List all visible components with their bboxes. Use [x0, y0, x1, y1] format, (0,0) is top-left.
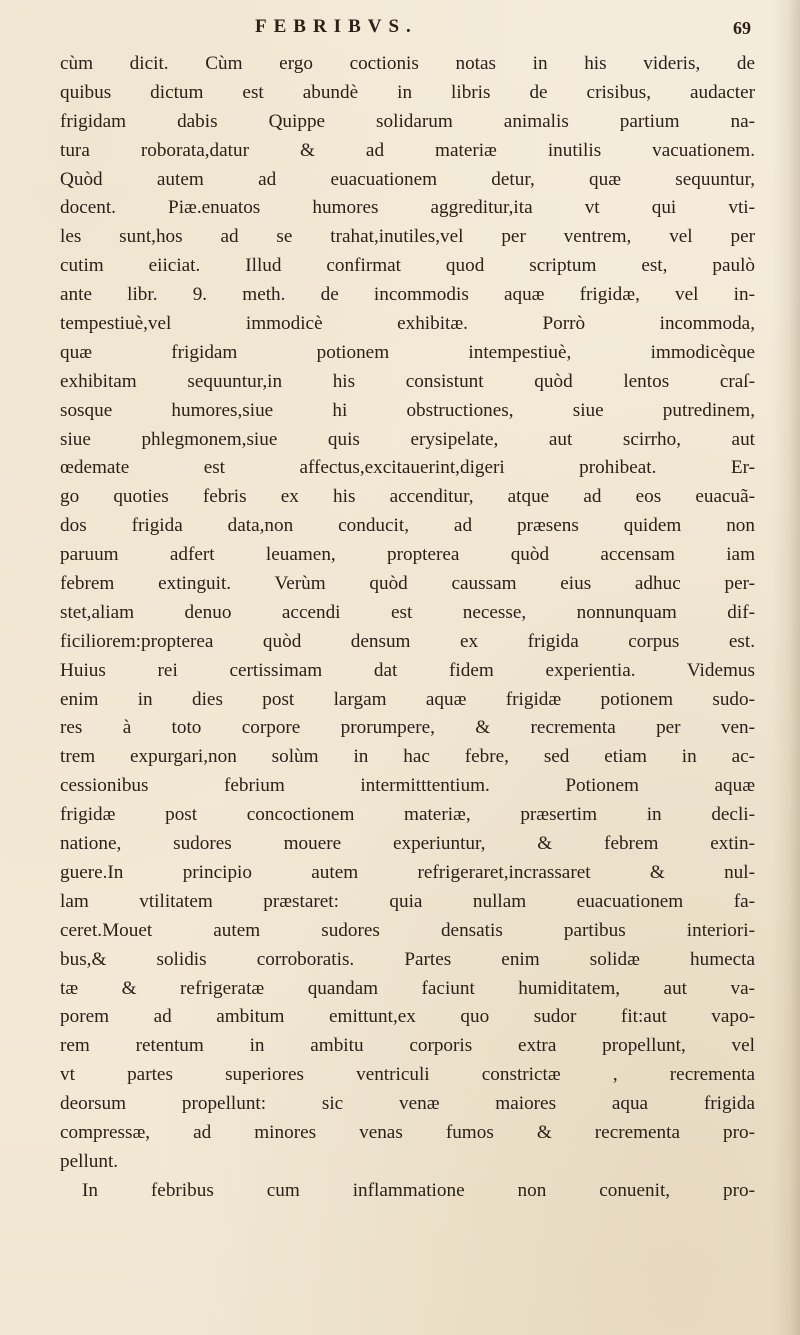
- text-line: dos frigida data,non conducit, ad præsens quidem non: [60, 515, 755, 537]
- text-line: les sunt,hos ad se trahat,inutiles,vel per ventrem, vel per: [60, 226, 755, 248]
- text-line: guere.In principio autem refrigeraret,incrassaret & nul-: [60, 861, 755, 883]
- text-line: res à toto corpore prorumpere, & recrementa per ven-: [60, 717, 755, 739]
- page-header: [0, 12, 800, 46]
- text-line: ficiliorem:propterea quòd densum ex frigida corpus est.: [60, 630, 755, 652]
- text-line: In febribus cum inflammatione non conuenit, pro-: [82, 1179, 755, 1201]
- text-line: stet,aliam denuo accendi est necesse, nonnunquam dif-: [60, 601, 755, 623]
- text-line: trem expurgari,non solùm in hac febre, sed etiam in ac-: [60, 746, 755, 768]
- text-line: docent. Piæ.enuatos humores aggreditur,ita vt qui vti-: [60, 197, 755, 219]
- text-line: cessionibus febrium intermitttentium. Potionem aquæ: [60, 775, 755, 797]
- text-line: quibus dictum est abundè in libris de crisibus, audacter: [60, 81, 755, 103]
- text-line: tæ & refrigeratæ quandam faciunt humiditatem, aut va-: [60, 977, 755, 999]
- text-line: vt partes superiores ventriculi constrictæ , recrementa: [60, 1064, 755, 1086]
- text-line: siue phlegmonem,siue quis erysipelate, aut scirrho, aut: [60, 428, 755, 450]
- text-line: œdemate est affectus,excitauerint,digeri prohibeat. Er-: [60, 457, 755, 479]
- text-line: paruum adfert leuamen, propterea quòd accensam iam: [60, 544, 755, 566]
- text-line: ceret.Mouet autem sudores densatis partibus interiori-: [60, 919, 755, 941]
- text-line: natione, sudores mouere experiuntur, & febrem extin-: [60, 833, 755, 855]
- text-line: cutim eiiciat. Illud confirmat quod scriptum est, paulò: [60, 255, 755, 277]
- text-line: febrem extinguit. Verùm quòd caussam eius adhuc per-: [60, 573, 755, 595]
- body-text: [60, 50, 755, 1206]
- running-head: FEBRIBVS.: [255, 16, 418, 37]
- text-line: bus,& solidis corroboratis. Partes enim solidæ humecta: [60, 948, 755, 970]
- text-line: sosque humores,siue hi obstructiones, siue putredinem,: [60, 399, 755, 421]
- page-number: 69: [733, 18, 751, 38]
- text-line: deorsum propellunt: sic venæ maiores aqua frigida: [60, 1093, 755, 1115]
- text-line: pellunt.: [60, 1150, 119, 1172]
- text-line: porem ad ambitum emittunt,ex quo sudor fit:aut vapo-: [60, 1006, 755, 1028]
- text-line: cùm dicit. Cùm ergo coctionis notas in his videris, de: [60, 53, 755, 74]
- text-line: tempestiuè,vel immodicè exhibitæ. Porrò incommoda,: [60, 313, 755, 335]
- text-line: quæ frigidam potionem intempestiuè, immodicèque: [60, 341, 755, 363]
- text-line: Quòd autem ad euacuationem detur, quæ sequuntur,: [60, 168, 755, 190]
- text-line: tura roborata,datur & ad materiæ inutilis vacuationem.: [60, 139, 755, 161]
- text-line: rem retentum in ambitu corporis extra propellunt, vel: [60, 1035, 755, 1057]
- text-line: exhibitam sequuntur,in his consistunt quòd lentos craſ-: [60, 370, 755, 392]
- text-line: frigidæ post concoctionem materiæ, præsertim in decli-: [60, 804, 755, 826]
- text-line: go quoties febris ex his accenditur, atque ad eos euacuã-: [60, 486, 755, 508]
- text-line: frigidam dabis Quippe solidarum animalis partium na-: [60, 110, 755, 132]
- text-line: enim in dies post largam aquæ frigidæ potionem sudo-: [60, 688, 755, 710]
- text-line: ante libr. 9. meth. de incommodis aquæ frigidæ, vel in-: [60, 284, 755, 306]
- text-line: Huius rei certissimam dat fidem experientia. Videmus: [60, 659, 755, 681]
- page-edge-shadow: [772, 0, 800, 1335]
- text-line: lam vtilitatem præstaret: quia nullam euacuationem fa-: [60, 890, 755, 912]
- text-line: compressæ, ad minores venas fumos & recrementa pro-: [60, 1121, 755, 1143]
